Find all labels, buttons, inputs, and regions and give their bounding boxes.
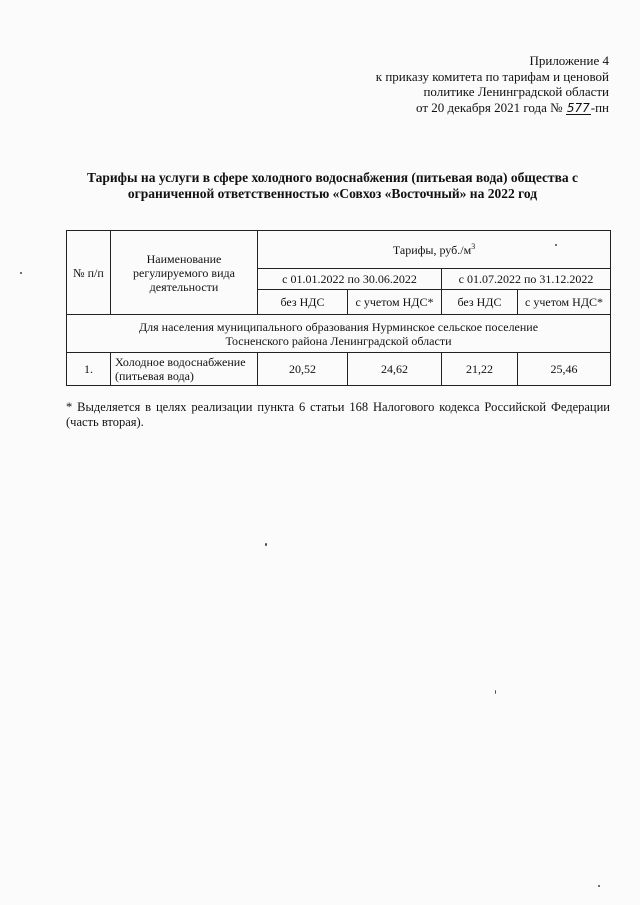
order-number-suffix: -пн: [590, 99, 609, 115]
row-p1-with-vat: 24,62: [348, 353, 442, 386]
header-p2-with-vat: с учетом НДС*: [518, 290, 611, 315]
header-p2-no-vat: без НДС: [442, 290, 518, 315]
scan-speck: [495, 690, 496, 694]
row-p2-with-vat: 25,46: [518, 353, 611, 386]
header-period-2: с 01.07.2022 по 31.12.2022: [442, 269, 611, 290]
title-line-1: Тарифы на услуги в сфере холодного водоснабжения (питьевая вода) общества с: [86, 170, 579, 185]
order-number: 577: [566, 100, 590, 115]
header-period-1: с 01.01.2022 по 30.06.2022: [258, 269, 442, 290]
title-line-2: ограниченной ответственностью «Совхоз «Восточный» на 2022 год: [127, 186, 538, 201]
header-p1-with-vat: с учетом НДС*: [348, 290, 442, 315]
appendix-title: Приложение 4: [529, 53, 609, 68]
scan-speck: [598, 885, 600, 887]
scan-speck: [265, 543, 267, 546]
header-activity: Наименование регулируемого вида деятельности: [111, 231, 258, 315]
document-title: [60, 170, 605, 202]
tariffs-table: [66, 230, 611, 386]
row-p2-no-vat: 21,22: [442, 353, 518, 386]
row-activity: Холодное водоснабжение (питьевая вода): [111, 353, 258, 386]
vat-footnote: * Выделяется в целях реализации пункта 6 статьи 168 Налогового кодекса Российской Федерации (часть вторая).: [66, 400, 610, 429]
table-row: [67, 353, 611, 386]
header-p1-no-vat: без НДС: [258, 290, 348, 315]
row-p1-no-vat: 20,52: [258, 353, 348, 386]
scan-speck: [555, 244, 557, 246]
header-tariffs-unit-sup: 3: [471, 241, 476, 251]
scan-speck: [20, 272, 22, 274]
appendix-authority: политике Ленинградской области: [423, 84, 609, 99]
appendix-order-ref: к приказу комитета по тарифам и ценовой: [375, 68, 609, 84]
header-tariffs: [258, 231, 611, 269]
section-line-2: Тосненского района Ленинградской области: [225, 333, 452, 348]
row-number: 1.: [67, 353, 111, 386]
section-line-1: Для населения муниципального образования Нурминское сельское поселение: [138, 319, 539, 334]
header-tariffs-text: Тарифы, руб./м: [392, 242, 472, 257]
appendix-header: [309, 53, 609, 115]
section-row: [67, 315, 611, 353]
header-number: № п/п: [67, 231, 111, 315]
order-date-text: от 20 декабря 2021 года №: [416, 99, 563, 115]
appendix-order-date: [309, 100, 609, 116]
